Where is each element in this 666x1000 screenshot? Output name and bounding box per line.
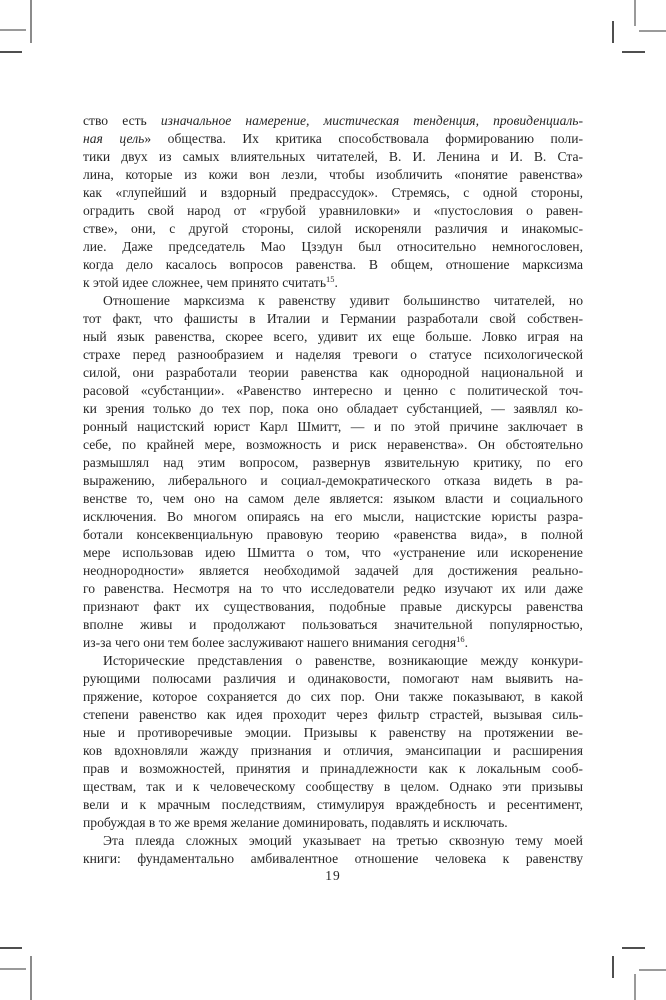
text-segment: себе, по крайней мере, возможность и риск неравенства». Он обстоятельно [83, 437, 583, 452]
text-segment: к этой идее сложнее, чем принято считать [83, 275, 327, 290]
crop-mark-top-left-horizontal [0, 29, 26, 31]
crop-mark-top-left-vertical [30, 0, 32, 43]
text-line-content [83, 851, 583, 866]
crop-mark-bottom-right-inner-vertical [612, 956, 614, 978]
text-line [83, 436, 583, 454]
text-line [83, 400, 583, 418]
text-line [83, 166, 583, 184]
text-line-content [83, 329, 583, 344]
text-segment: венстве то, чем оно на самом деле является: языком власти и социального [83, 491, 583, 506]
text-block [83, 112, 583, 868]
emphasized-text: изначальное намерение, мистическая тенденция, провиденциаль- [160, 113, 584, 128]
text-line-content [83, 581, 583, 596]
text-line [83, 832, 583, 850]
text-line [83, 184, 583, 202]
text-line-content [83, 203, 583, 218]
text-line-content [83, 725, 583, 740]
text-line-content [83, 527, 583, 542]
text-segment: . [334, 275, 338, 290]
text-line-content [83, 545, 583, 560]
text-line-content [83, 689, 583, 704]
text-line [83, 760, 583, 778]
text-segment: ронный нацистский юрист Карл Шмитт, — и по этой причине заключает в [83, 419, 583, 434]
text-line [83, 778, 583, 796]
text-line-content [83, 491, 583, 506]
crop-mark-bottom-right-horizontal [639, 969, 666, 971]
text-segment: ство есть [83, 113, 161, 128]
text-segment: неоднородности» является необходимой задачей для достижения реально- [83, 563, 584, 578]
text-line [83, 616, 583, 634]
text-line [83, 850, 583, 868]
text-segment: лие. Даже председатель Мао Цзэдун был относительно немногословен, [83, 239, 583, 254]
text-line [83, 562, 583, 580]
text-line [83, 652, 583, 670]
text-line-content [83, 707, 583, 722]
text-line-content [103, 833, 583, 848]
text-segment: рующими полюсами различия и одинаковости, помогают нам выявить на- [83, 671, 583, 686]
text-line [83, 742, 583, 760]
text-line-content [103, 653, 583, 668]
text-segment: выражению, либерального и социал-демократического отказа видеть в ра- [83, 473, 583, 488]
text-line-content [83, 383, 583, 398]
text-line-content [83, 365, 583, 380]
text-line-content [83, 257, 583, 272]
text-line [83, 112, 583, 130]
text-line [83, 148, 583, 166]
text-segment: ботали консеквенциальную правовую теорию «равенства вида», в полной [83, 527, 583, 542]
text-line-content [83, 473, 583, 488]
text-line [83, 292, 583, 310]
text-line [83, 364, 583, 382]
text-line-content [83, 563, 583, 578]
crop-mark-top-right-vertical [634, 0, 636, 26]
text-line [83, 310, 583, 328]
text-line-content [83, 671, 583, 686]
text-segment: степени равенство как идея проходит через фильтр страстей, вызывая силь- [83, 707, 584, 722]
crop-mark-top-right-inner-horizontal [622, 51, 645, 53]
text-segment: го равенства. Несмотря на то что исследователи редко изучают их или даже [83, 581, 584, 596]
text-line [83, 454, 583, 472]
text-line-content [83, 275, 338, 290]
text-line [83, 814, 583, 832]
text-line [83, 490, 583, 508]
paragraph [83, 112, 583, 292]
text-line [83, 382, 583, 400]
page-number: 19 [325, 868, 341, 883]
crop-mark-top-right-inner-vertical [612, 21, 614, 43]
text-line-content [83, 131, 583, 146]
text-line [83, 220, 583, 238]
paragraph [83, 652, 583, 832]
text-segment: ные и противоречивые эмоции. Призывы к равенству на протяжении ве- [83, 725, 583, 740]
text-segment: вполне живы и продолжают пользоваться значительной популярностью, [83, 617, 583, 632]
text-line-content [83, 437, 583, 452]
text-line [83, 544, 583, 562]
text-line-content [83, 455, 583, 470]
text-segment: прав и возможностей, принятия и принадлежности как к локальным сооб- [83, 761, 583, 776]
text-line [83, 202, 583, 220]
text-segment: Эта плеяда сложных эмоций указывает на третью сквозную тему моей [103, 833, 583, 848]
text-segment: расовой «субстанции». «Равенство интересно и ценно с политической точ- [83, 383, 583, 398]
text-segment: пробуждая в то же время желание доминировать, подавлять и исключать. [83, 815, 508, 830]
text-segment: оградить свой народ от «грубой уравниловки» и «пустословия о равен- [83, 203, 583, 218]
text-line-content [83, 113, 583, 128]
text-line [83, 346, 583, 364]
text-segment: Исторические представления о равенстве, возникающие между конкури- [103, 653, 583, 668]
text-segment: мере использовав идею Шмитта о том, что «устранение или искоренение [83, 545, 583, 560]
text-segment: ков вдохновляли жажду признания и отличия, эмансипации и расширения [83, 743, 583, 758]
crop-mark-bottom-right-inner-horizontal [622, 947, 645, 949]
text-segment: лина, которые из кожи вон лезли, чтобы изобличить «понятие равенства» [83, 167, 584, 182]
text-segment: признают факт их существования, подобные правые дискурсы равенства [83, 599, 583, 614]
text-segment: когда дело касалось вопросов равенства. В общем, отношение марксизма [83, 257, 583, 272]
text-line [83, 706, 583, 724]
text-segment: страхе перед разнообразием и наделяя тревоги о статусе психологической [83, 347, 583, 362]
text-segment: размышлял над этим вопросом, развернув язвительную критику, по его [83, 455, 583, 470]
text-segment: пряжение, которое сохраняется до сих пор. Они также показывают, в какой [83, 689, 584, 704]
text-line-content [83, 743, 583, 758]
text-line-content [83, 815, 508, 830]
text-line [83, 796, 583, 814]
text-line [83, 274, 583, 292]
crop-mark-bottom-left-vertical [30, 956, 32, 1000]
crop-mark-top-left-inner [0, 51, 22, 53]
text-segment: тот факт, что фашисты в Италии и Германии разработали свой собствен- [83, 311, 583, 326]
text-line [83, 130, 583, 148]
text-segment: Отношение марксизма к равенству удивит большинство читателей, но [103, 293, 583, 308]
footnote-reference: 16 [456, 634, 465, 645]
text-line [83, 238, 583, 256]
text-line-content [83, 149, 583, 164]
text-line-content [83, 779, 583, 794]
text-line-content [83, 797, 583, 812]
text-line-content [83, 185, 583, 200]
crop-mark-bottom-left-horizontal [0, 968, 26, 970]
text-line [83, 418, 583, 436]
crop-mark-top-right-horizontal [639, 30, 666, 32]
text-line [83, 526, 583, 544]
text-line-content [83, 167, 583, 182]
paragraph [83, 292, 583, 652]
text-segment: как «глупейший и вздорный предрассудок». Стремясь, с одной стороны, [83, 185, 583, 200]
text-line-content [83, 239, 583, 254]
text-line [83, 328, 583, 346]
text-segment: исключения. Во многом опираясь на его мысли, нацистские юристы разра- [83, 509, 583, 524]
emphasized-text: ная цель [83, 131, 145, 146]
text-line-content [83, 635, 468, 650]
text-line-content [83, 617, 583, 632]
text-line [83, 670, 583, 688]
paragraph [83, 832, 583, 868]
text-line [83, 688, 583, 706]
text-line [83, 508, 583, 526]
text-line-content [83, 419, 583, 434]
text-line [83, 256, 583, 274]
text-segment: тики двух из самых влиятельных читателей, В. И. Ленина и И. В. Ста- [83, 149, 584, 164]
text-line [83, 634, 583, 652]
text-segment: силой, они разработали теории равенства как однородной национальной и [83, 365, 583, 380]
text-segment: стве», они, с другой стороны, силой искореняли различия и инакомыс- [83, 221, 583, 236]
text-segment: . [464, 635, 468, 650]
text-segment: вели и к мрачным последствиям, стимулируя враждебность и ресентимент, [83, 797, 583, 812]
text-line-content [83, 347, 583, 362]
text-line [83, 472, 583, 490]
text-line [83, 724, 583, 742]
text-segment: ки зрения только до тех пор, пока оно обладает субстанцией, — заявлял ко- [83, 401, 583, 416]
text-segment: » общества. Их критика способствовала формированию поли- [144, 131, 583, 146]
text-segment: ществам, так и к человеческому сообществу в целом. Однако эти призывы [83, 779, 583, 794]
text-line-content [83, 599, 583, 614]
text-segment: ный язык равенства, скорее всего, удивит их еще больше. Ловко играя на [83, 329, 583, 344]
text-line-content [83, 761, 583, 776]
text-line-content [83, 221, 583, 236]
text-line [83, 580, 583, 598]
text-line-content [83, 311, 583, 326]
text-line-content [83, 509, 583, 524]
footnote-reference: 15 [326, 274, 335, 285]
text-segment: из-за чего они тем более заслуживают нашего внимания сегодня [83, 635, 457, 650]
text-line-content [103, 293, 583, 308]
crop-mark-bottom-right-vertical [634, 974, 636, 1000]
text-line [83, 598, 583, 616]
text-line-content [83, 401, 583, 416]
crop-mark-bottom-left-inner [0, 947, 22, 949]
text-segment: книги: фундаментально амбивалентное отношение человека к равенству [83, 851, 584, 866]
